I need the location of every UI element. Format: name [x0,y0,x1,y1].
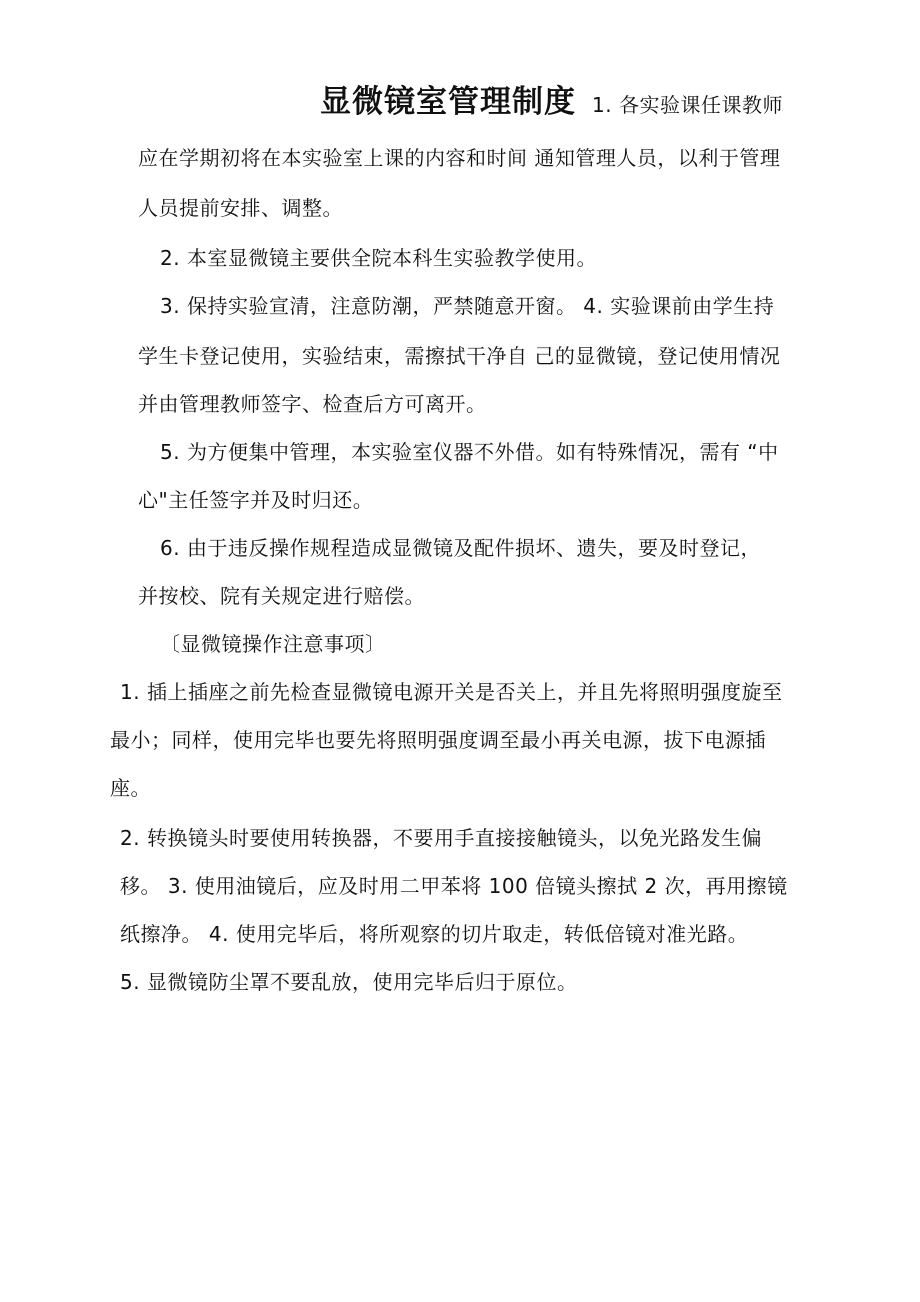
rule-4-line-2: 学生卡登记使用，实验结束，需擦拭干净自 己的显微镜，登记使用情况 [138,344,781,368]
rule-4-line-3: 并由管理教师签字、检查后方可离开。 [138,392,487,416]
note-2-line-1: 2. 转换镜头时要使用转换器，不要用手直接接触镜头，以免光路发生偏 [120,826,762,850]
rule-6-line-2: 并按校、院有关规定进行赔偿。 [138,584,425,608]
rule-5-line-1: 5. 为方便集中管理，本实验室仪器不外借。如有特殊情况，需有 “中 [160,440,779,464]
document-title [320,82,783,125]
note-1-line-3: 座。 [110,776,151,800]
rule-5-line-2: 心"主任签字并及时归还。 [138,488,374,512]
note-2-3-line-2: 移。 3. 使用油镜后，应及时用二甲苯将 100 倍镜头擦拭 2 次，再用擦镜 [120,874,788,898]
notes-heading: 〔显微镜操作注意事项〕 [160,632,386,656]
rule-1-line-2: 应在学期初将在本实验室上课的内容和时间 通知管理人员，以利于管理 [138,146,781,170]
rule-2: 2. 本室显微镜主要供全院本科生实验教学使用。 [160,246,597,270]
title-tail-text: 1. 各实验课任课教师 [592,93,783,117]
rule-1-line-3: 人员提前安排、调整。 [138,196,343,220]
rule-3-4-line-1: 3. 保持实验宣清，注意防潮，严禁随意开窗。 4. 实验课前由学生持 [160,294,775,318]
note-5: 5. 显微镜防尘罩不要乱放，使用完毕后归于原位。 [120,970,578,994]
note-1-line-2: 最小；同样，使用完毕也要先将照明强度调至最小再关电源，拔下电源插 [110,728,766,752]
rule-6-line-1: 6. 由于违反操作规程造成显微镜及配件损坏、遗失，要及时登记， [160,536,761,560]
note-1-line-1: 1. 插上插座之前先检查显微镜电源开关是否关上，并且先将照明强度旋至 [120,680,783,704]
note-3-4-line-3: 纸擦净。 4. 使用完毕后，将所观察的切片取走，转低倍镜对准光路。 [120,922,749,946]
title-text: 显微镜室管理制度 [320,84,576,120]
